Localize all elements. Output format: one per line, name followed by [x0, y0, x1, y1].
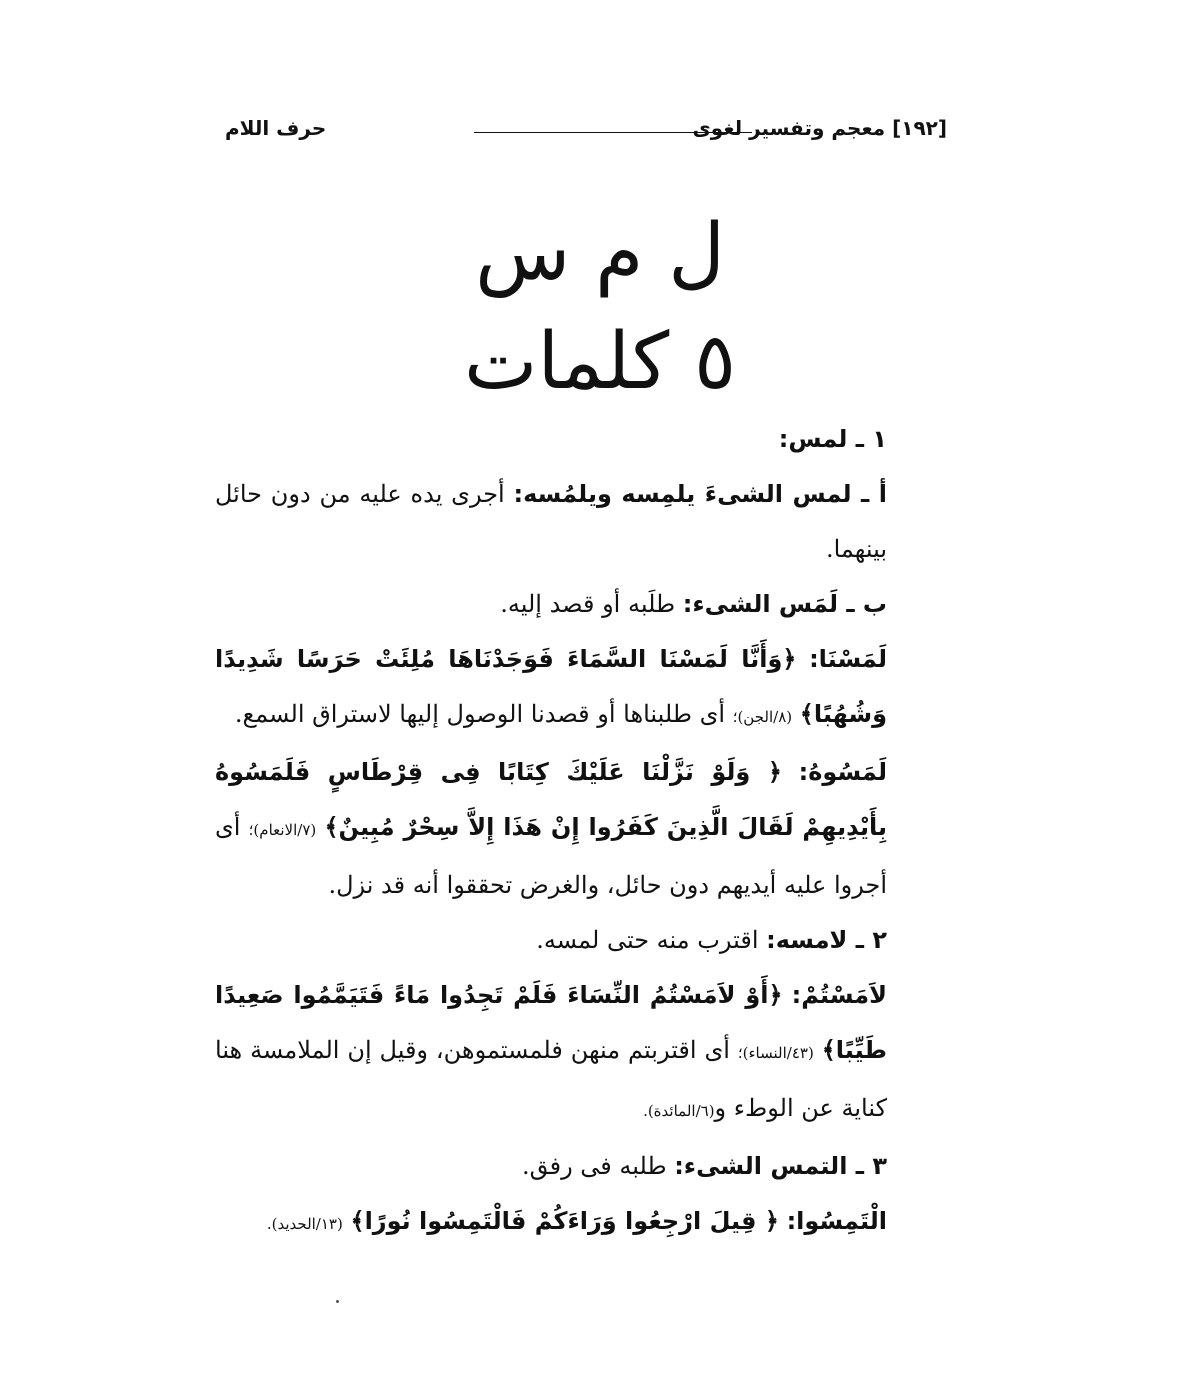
entry-1b-definition: طلَبه أو قصد إليه.	[500, 590, 676, 618]
word-count: ٥ كلمات	[464, 317, 736, 407]
entry-2	[215, 913, 947, 968]
entry-1c-example	[215, 745, 947, 913]
entries-body	[215, 412, 947, 1252]
entry-heading	[215, 412, 947, 467]
entry-1b-word: لَمَسْنَا:	[809, 645, 887, 673]
root-letters: ل م س	[475, 208, 725, 298]
entry-1a-term: أ ـ لمس الشىءَ يلمِسه ويلمُسه:	[513, 480, 888, 508]
verse-reference: (٨/الجن)؛	[732, 708, 793, 726]
entry-1b-example	[215, 632, 947, 745]
quran-quote: ﴿ قِيلَ ارْجِعُوا وَرَاءَكُمْ فَالْتَمِسُوا نُورًا﴾	[350, 1207, 779, 1235]
entry-1b-explanation: أى طلبناها أو قصدنا الوصول إليها لاستراق السمع.	[234, 700, 726, 728]
entry-3-example	[215, 1194, 947, 1252]
verse-reference: (٦/المائدة).	[643, 1102, 715, 1120]
quran-quote: ﴿ وَلَوْ نَزَّلْنَا عَلَيْكَ كِتَابًا فِى قِرْطَاسٍ فَلَمَسُوهُ بِأَيْدِيهِمْ لَقَالَ الَّذِينَ كَفَرُوا إِنْ هَذَا إِلاَّ سِحْرٌ مُبِينٌ﴾	[215, 758, 887, 841]
entry-1-heading: ١ ـ لمس:	[778, 425, 887, 453]
entry-1b-term: ب ـ لَمَس الشىء:	[682, 590, 887, 618]
entry-2-example	[215, 968, 947, 1139]
verse-reference: (١٣/الحديد).	[266, 1215, 343, 1233]
entry-1a	[215, 467, 947, 577]
entry-2-term: ٢ ـ لامسه:	[766, 926, 887, 954]
entry-3-definition: طلبه فى رفق.	[521, 1152, 667, 1180]
section-title: حرف اللام	[225, 116, 327, 140]
entry-1c-word: لَمَسُوهُ:	[798, 758, 887, 786]
entry-1a-definition: أجرى يده عليه من دون حائل	[215, 480, 505, 508]
entry-2-explanation: أى اقتربتم منهن فلمستموهن، وقيل إن الملامسة هنا كناية عن الوطء و	[215, 1036, 887, 1122]
entry-2-word: لاَمَسْتُمْ:	[791, 981, 887, 1009]
header-rule	[474, 132, 752, 133]
quran-quote: ﴿وَأَنَّا لَمَسْنَا السَّمَاءَ فَوَجَدْنَاهَا مُلِئَتْ حَرَسًا شَدِيدًا وَشُهُبًا﴾	[215, 645, 887, 728]
entry-1c-explanation: أى أجروا عليه أيديهم دون حائل، والغرض تحققوا أنه قد نزل.	[215, 813, 887, 899]
running-header	[225, 116, 947, 146]
entry-3	[215, 1139, 947, 1194]
entry-2-definition: اقترب منه حتى لمسه.	[536, 926, 759, 954]
verse-reference: (٧/الانعام)؛	[248, 821, 317, 839]
scan-speck	[336, 1300, 339, 1303]
entry-1b	[215, 577, 947, 632]
entry-3-term: ٣ ـ التمس الشىء:	[674, 1152, 887, 1180]
page-title: [١٩٢] معجم وتفسير لغوى	[692, 116, 947, 140]
entry-3-word: الْتَمِسُوا:	[786, 1207, 887, 1235]
entry-1a-definition-cont: بينهما.	[825, 535, 887, 563]
quran-quote: ﴿أَوْ لاَمَسْتُمُ النِّسَاءَ فَلَمْ تَجِدُوا مَاءً فَتَيَمَّمُوا صَعِيدًا طَيِّبًا﴾	[215, 981, 887, 1064]
verse-reference: (٤٣/النساء)؛	[737, 1044, 814, 1062]
